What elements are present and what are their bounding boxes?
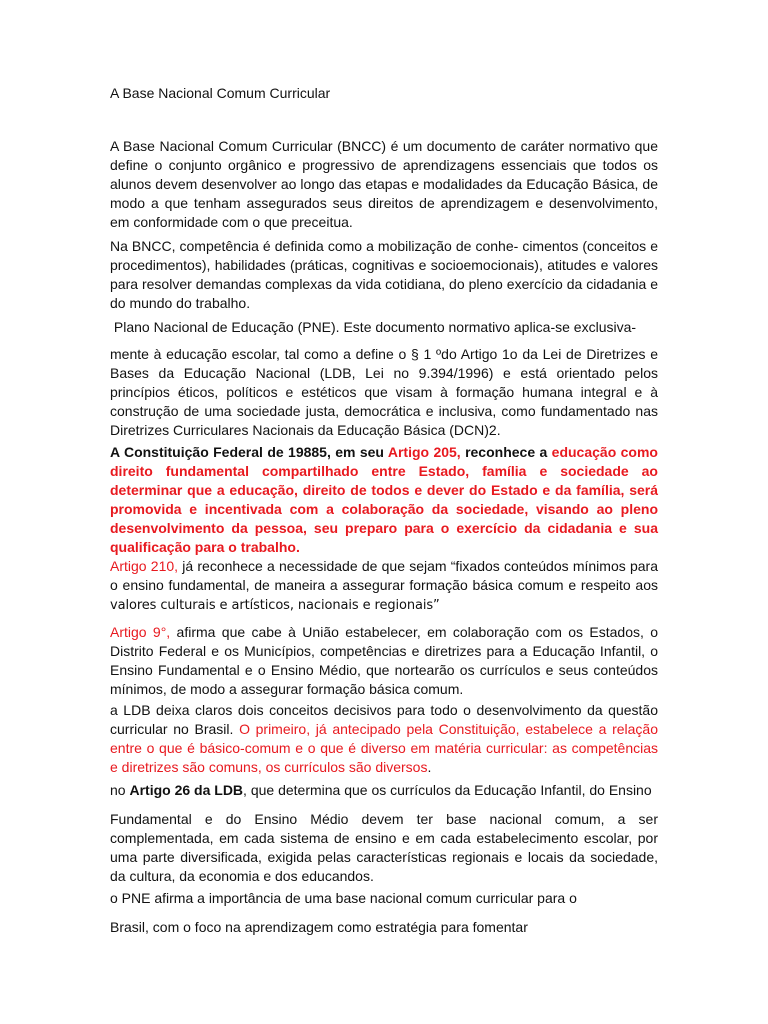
text-period: .	[427, 759, 432, 775]
paragraph-pne-importancia: o PNE afirma a importância de uma base nacional comum curricular para o	[110, 890, 577, 906]
text-no: no	[110, 782, 130, 798]
text-constituicao-intro: A Constituição Federal de 19885, em seu	[110, 444, 388, 460]
text-artigo-9-body: afirma que cabe à União estabelecer, em colaboração com os Estados, o Distrito Federal e os Municípios, competências e diretrizes para a Educação Infantil, o Ensino Fundamental e o Ensino Médio, que nortearão os currículos e seus conteúdos mínimos, de modo a assegurar formação básica comum.	[110, 624, 658, 697]
paragraph-artigo-26	[110, 781, 658, 800]
text-ldb-intro: a LDB deixa claros dois conceitos decisivos para todo o desenvolvimento da questão curricular no Brasil.	[110, 702, 658, 737]
text-artigo-210-body: já reconhece a necessidade de	[178, 558, 382, 574]
paragraph-artigo-210	[110, 557, 658, 615]
paragraph-competencia: Na BNCC, competência é definida como a mobilização de conhe- cimentos (conceitos e procedimentos), habilidades (práticas, cognitivas e socioemocionais), atitudes e valores para resolver demandas complexas da vida cotidiana, do pleno exercício da cidadania e do mundo do trabalho.	[110, 238, 658, 311]
text-educacao-direito: educação como direito fundamental compartilhado entre Estado, família e sociedade ao determinar que a educação, direito de todos e dever do Estado e da família, será promovida e incentivada com a colaboração da sociedade, visando ao pleno desenvolvimento da pessoa, seu preparo para o exercício da cidadania e sua qualificação para o trabalho.	[110, 444, 658, 555]
paragraph-bncc-definition: A Base Nacional Comum Curricular (BNCC) é um documento de caráter normativo que define o conjunto orgânico e progressivo de aprendizagens essenciais que todos os alunos devem desenvolver ao longo das etapas e modalidades da Educação Básica, de modo a que tenham assegurados seus direitos de aprendizagem e desenvolvimento, em conformidade com o que preceitua.	[110, 138, 658, 230]
text-valores-culturais: valores culturais e artísticos, nacionais e regionais”	[110, 598, 440, 613]
text-artigo-26-body: , que determina que os currículos da Educação Infantil, do Ensino	[243, 782, 652, 798]
paragraph-constituicao	[110, 443, 658, 557]
text-artigo-210-quote: que sejam “fixados conteúdos mínimos para o ensino fundamental, de maneira a assegurar formação básica comum e respeito aos	[110, 558, 658, 593]
paragraph-ldb-scope: mente à educação escolar, tal como a define o § 1 ºdo Artigo 1o da Lei de Diretrizes e Bases da Educação Nacional (LDB, Lei no 9.394/1996) e está orientado pelos princípios éticos, políticos e estéticos que visam à formação humana integral e à construção de uma sociedade justa, democrática e inclusiva, como fundamentado nas Diretrizes Curriculares Nacionais da Educação Básica (DCN)2.	[110, 346, 658, 438]
text-primeiro-conceito: O primeiro, já antecipado pela Constituição, estabelece a relação entre o que é básico-comum e o que é diverso em matéria curricular: as competências e diretrizes são comuns, os currículos são diversos	[110, 721, 659, 775]
paragraph-pne: Plano Nacional de Educação (PNE). Este documento normativo aplica-se exclusiva-	[110, 319, 637, 335]
text-artigo-210: Artigo 210,	[110, 558, 179, 574]
document-title: A Base Nacional Comum Curricular	[110, 85, 331, 101]
text-artigo-26: Artigo 26 da LDB	[129, 782, 244, 798]
paragraph-artigo-9	[110, 623, 658, 699]
text-artigo-9: Artigo 9°,	[110, 624, 171, 640]
paragraph-base-comum: Fundamental e do Ensino Médio devem ter base nacional comum, a ser complementada, em cada sistema de ensino e em cada estabelecimento escolar, por uma parte diversificada, exigida pelas características regionais e locais da sociedade, da cultura, da economia e dos educandos.	[110, 811, 658, 884]
paragraph-brasil-foco: Brasil, com o foco na aprendizagem como estratégia para fomentar	[110, 919, 528, 935]
text-reconhece: reconhece a	[460, 444, 552, 460]
text-artigo-205: Artigo 205,	[387, 444, 461, 460]
paragraph-ldb-conceitos	[110, 701, 658, 777]
